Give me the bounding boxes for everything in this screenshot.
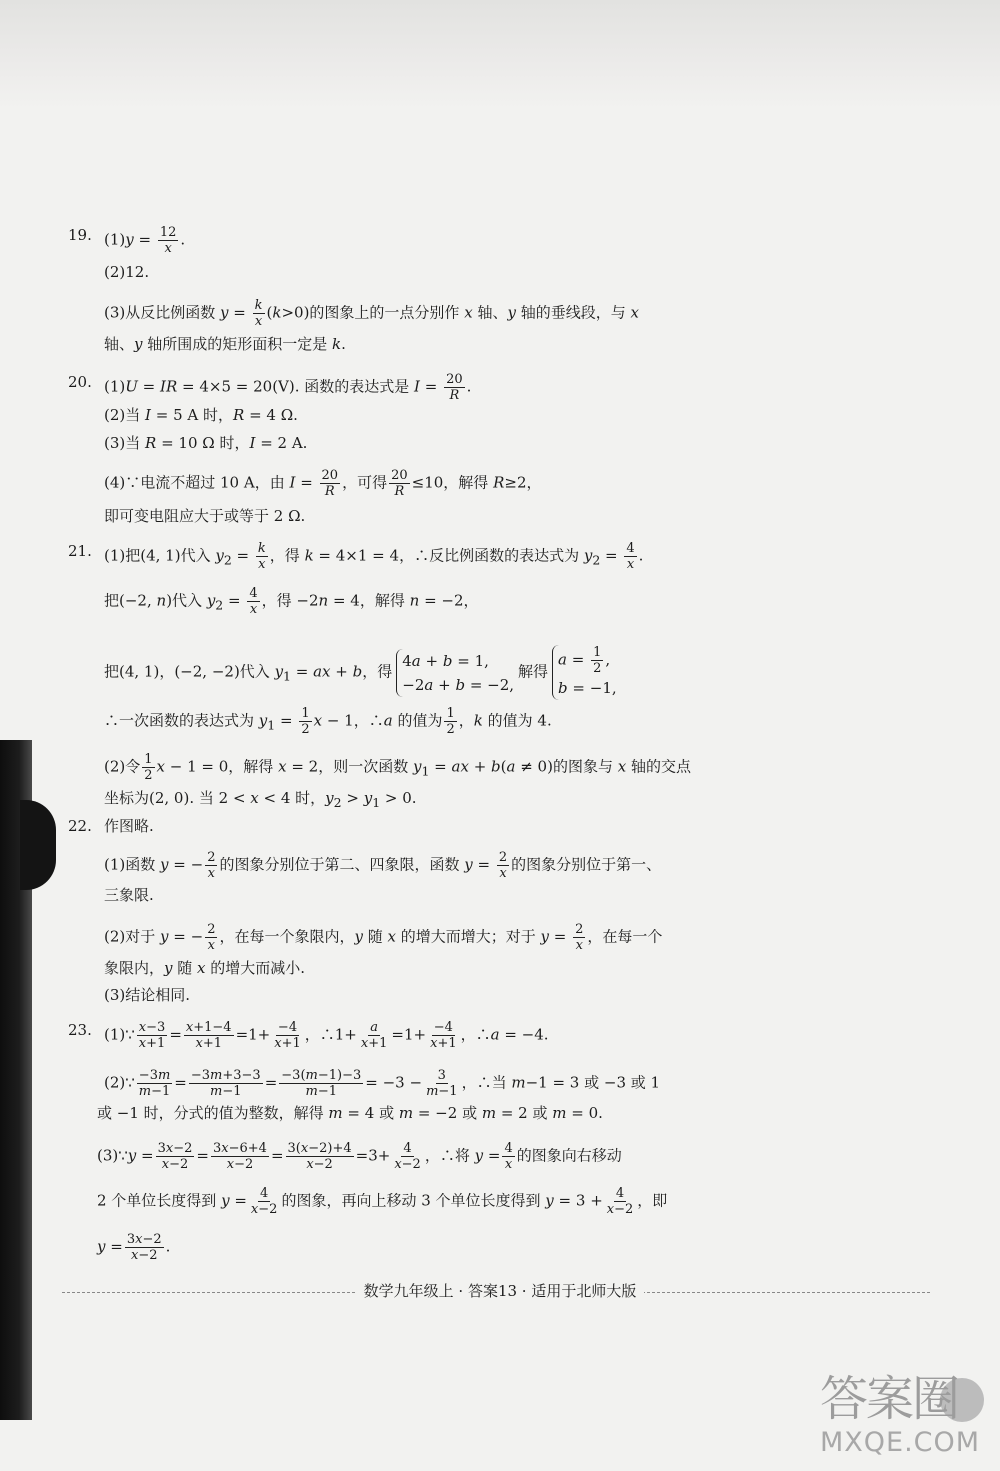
p22-line-6: (3)结论相同. bbox=[104, 986, 191, 1004]
p22-line-4: (2)对于 y = − $\frac{2}{x}$ ，在每一个象限内，y 随 x 的增大而增大；对于 y = $\frac{2}{x}$ ，在每一个 bbox=[104, 922, 663, 953]
p20-line-4: (4)∵电流不超过 10 A，由 I = $\frac{20}{R}$ ，可得 $\frac{20}{R}$ ≤10，解得 R≥2， bbox=[104, 468, 542, 499]
p23-line-4: (3)∵y = $\frac{3x-2}{x-2}$ = $\frac{3x-6+4}{x-2}$ = $\frac{3(x-2)+4}{x-2}$ =3+ $\frac{4}{x-2}$ ，∴将 y = $\frac{4}{x}$ 的图象向右移动 bbox=[97, 1141, 622, 1172]
problem-23-number: 23. bbox=[68, 1021, 92, 1039]
p21-line-6: 坐标为(2, 0). 当 2 < x < 4 时，$y_2 > y_1 > 0$. bbox=[104, 789, 417, 810]
watermark-text: 答案圈 bbox=[820, 1371, 959, 1427]
binding-shadow-lobe bbox=[20, 800, 56, 890]
p22-line-1: 作图略. bbox=[104, 817, 154, 835]
p19-line-2: (2)12. bbox=[104, 263, 150, 281]
p21-line-3: 把(4, 1)，(−2, −2)代入 $y_1$ = ax + b，得 4a + b = 1, −2a + b = −2, 解得 a = $\frac{1}{2}$ , b = −1, bbox=[104, 645, 621, 700]
p21-line-1: (1)把(4, 1)代入 $y_2$ = $\frac{k}{x}$ ，得 k = 4×1 = 4，∴反比例函数的表达式为 $y_2$ = $\frac{4}{x}$ . bbox=[104, 541, 644, 572]
watermark bbox=[820, 1372, 996, 1464]
p19-line-1: (1)y = $\frac{12}{x}$ . bbox=[104, 225, 186, 256]
p23-line-1: (1)∵ $\frac{x-3}{x+1}$ = $\frac{x+1-4}{x+1}$ =1+ $\frac{-4}{x+1}$ ，∴1+ $\frac{a}{x+1}$ =1+ $\frac{-4}{x+1}$ ，∴a = −4. bbox=[104, 1020, 549, 1051]
p21-line-4: ∴一次函数的表达式为 $y_1$ = $\frac{1}{2}$ x − 1，∴a 的值为 $\frac{1}{2}$ ，k 的值为 4. bbox=[104, 706, 552, 737]
p20-line-5: 即可变电阻应大于或等于 2 Ω. bbox=[104, 507, 306, 525]
problem-22-number: 22. bbox=[68, 817, 92, 835]
p21-line-2: 把(−2, n)代入 $y_2$ = $\frac{4}{x}$ ，得 −2n = 4，解得 n = −2， bbox=[104, 586, 479, 617]
p23-line-3: 或 −1 时，分式的值为整数，解得 m = 4 或 m = −2 或 m = 2 或 m = 0. bbox=[97, 1104, 603, 1122]
p22-line-2: (1)函数 y = − $\frac{2}{x}$ 的图象分别位于第二、四象限，函数 y = $\frac{2}{x}$ 的图象分别位于第一、 bbox=[104, 850, 662, 881]
problem-19-number: 19. bbox=[68, 226, 92, 244]
p19-line-4: 轴、y 轴所围成的矩形面积一定是 k. bbox=[104, 335, 346, 353]
p22-line-3: 三象限. bbox=[104, 886, 154, 904]
problem-21-number: 21. bbox=[68, 542, 92, 560]
scan-shadow-band bbox=[0, 0, 1000, 110]
page-footer bbox=[0, 1281, 1000, 1301]
watermark-site: MXQE.COM bbox=[820, 1427, 981, 1458]
p23-line-2: (2)∵ $\frac{-3m}{m-1}$ = $\frac{-3m+3-3}{m-1}$ = $\frac{-3(m-1)-3}{m-1}$ = −3 − $\frac{3}{m-1}$ ，∴当 m−1 = 3 或 −3 或 1 bbox=[104, 1068, 661, 1099]
p21-line-5: (2)令 $\frac{1}{2}$ x − 1 = 0，解得 x = 2，则一次函数 $y_1$ = ax + b(a ≠ 0)的图象与 x 轴的交点 bbox=[104, 752, 691, 783]
p20-line-1: (1)U = IR = 4×5 = 20(V). 函数的表达式是 I = $\frac{20}{R}$ . bbox=[104, 372, 472, 403]
p23-line-5: 2 个单位长度得到 y = $\frac{4}{x-2}$ 的图象，再向上移动 3 个单位长度得到 y = 3 + $\frac{4}{x-2}$ ，即 bbox=[97, 1186, 668, 1217]
p20-line-3: (3)当 R = 10 Ω 时，I = 2 A. bbox=[104, 434, 308, 452]
problem-20-number: 20. bbox=[68, 373, 92, 391]
p23-line-6: y = $\frac{3x-2}{x-2}$ . bbox=[97, 1232, 171, 1263]
p19-line-3: (3)从反比例函数 y = $\frac{k}{x}$ (k>0)的图象上的一点分别作 x 轴、y 轴的垂线段，与 x bbox=[104, 298, 639, 329]
footer-text: 数学九年级上 · 答案13 · 适用于北师大版 bbox=[356, 1282, 645, 1300]
p20-line-2: (2)当 I = 5 A 时，R = 4 Ω. bbox=[104, 406, 298, 424]
p22-line-5: 象限内，y 随 x 的增大而减小. bbox=[104, 959, 306, 977]
